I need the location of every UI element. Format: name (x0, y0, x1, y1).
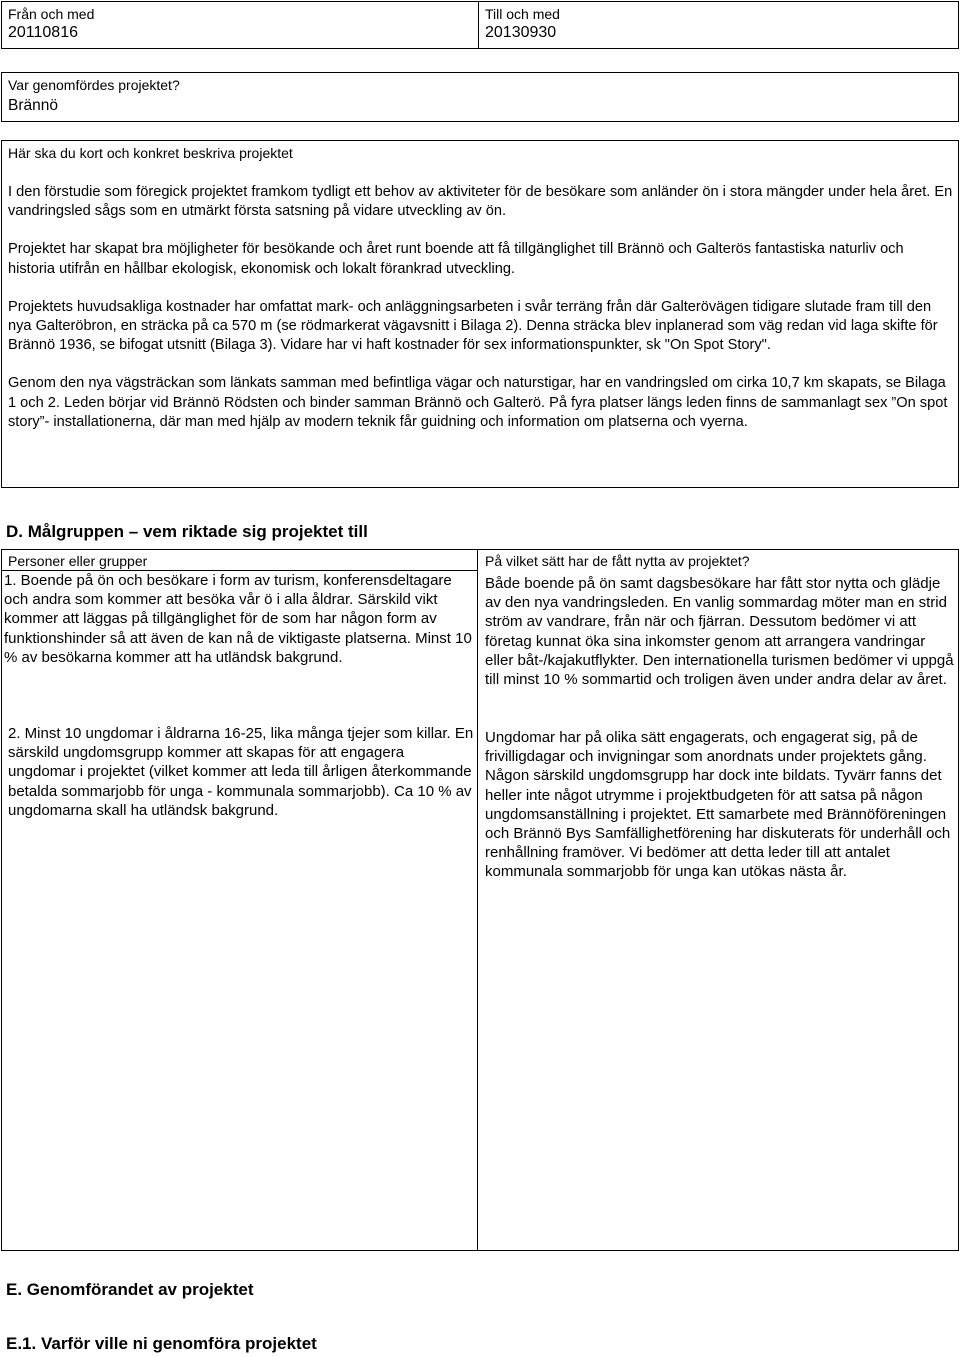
location-box (1, 72, 959, 122)
group-cell: 2. Minst 10 ungdomar i åldrarna 16-25, lika många tjejer som killar. En särskild ungdomsgrupp kommer att skapas för att engagera ungdomar i projektet (vilket kommer att leda till årligen återkommande betalda sommarjobb för unga - kommunala sommarjobb). Ca 10 % av ungdomarna skall ha utländsk bakgrund. (8, 725, 474, 819)
description-box (1, 140, 959, 488)
dates-divider (478, 2, 479, 48)
from-date-value: 20110816 (8, 24, 78, 41)
description-paragraph: Genom den nya vägsträckan som länkats samman med befintliga vägar och naturstigar, har en vandringsled om cirka 10,7 km skapats, se Bilaga 1 och 2. Leden börjar vid Brännö Rödsten och binder samman Brännö och Galterö. På fyra platser längs leden finns de sammanlagt sex ”On spot story”- installationerna, där man med hjälp av modern teknik får guidning och information om platserna och vyerna. (8, 375, 948, 430)
description-label: Här ska du kort och konkret beskriva projektet (8, 145, 293, 161)
col-benefit-header: På vilket sätt har de fått nytta av projektet? (485, 553, 750, 569)
benefit-cell: Ungdomar har på olika sätt engagerats, och engagerat sig, på de frivilligdagar och invigningar som anordnats under projektets gång. Någon särskild ungdomsgrupp har dock inte bildats. Tyvärr fanns det heller inte något utrymme i projektbudgeten för att satsa på någon ungdomsanställning i projektet. Ett samarbete med Brännöföreningen och Brännö Bys Samfällighetförening har diskuterats för underhåll och renhållning framöver. Vi bedömer att detta leder till att antalet kommunala sommarjobb för unga kan utökas nästa år. (485, 729, 951, 881)
description-text (8, 183, 954, 432)
description-paragraph: I den förstudie som föregick projektet framkom tydligt ett behov av aktiviteter för de besökare som anländer ön i stora mängder under hela året. En vandringsled sågs som en utmärkt första satsning på vidare utveckling av ön. (8, 184, 953, 220)
section-e-heading: E. Genomförandet av projektet (6, 1280, 254, 1299)
col-groups-header: Personer eller grupper (8, 553, 148, 569)
section-e1-heading: E.1. Varför ville ni genomföra projektet (6, 1334, 317, 1353)
to-date-label: Till och med (485, 6, 560, 22)
description-paragraph: Projektets huvudsakliga kostnader har omfattat mark- och anläggningsarbeten i svår terräng från där Galterövägen tidigare slutade fram till den nya Galteröbron, en sträcka på ca 570 m (se rödmarkerat vägavsnitt i Bilaga 2). Denna sträcka blev inplanerad som väg redan vid laga skifte för Brännö 1936, se bifogat utsnitt (Bilaga 3). Vidare har vi haft kostnader för sex informationspunkter, sk "On Spot Story". (8, 298, 938, 354)
section-d-heading: D. Målgruppen – vem riktade sig projektet till (6, 522, 368, 541)
description-paragraph: Projektet har skapat bra möjligheter för besökande och året runt boende att få tillgänglighet till Brännö och Galterös fantastiska naturliv och historia utifrån en hållbar ekologisk, ekonomisk och lokalt förankrad utveckling. (8, 241, 904, 277)
location-label: Var genomfördes projektet? (8, 77, 180, 93)
to-date-value: 20130930 (485, 24, 557, 41)
target-group-table (1, 549, 959, 1251)
from-date-label: Från och med (8, 6, 95, 22)
group-cell: 1. Boende på ön och besökare i form av turism, konferensdeltagare och andra som kommer att besöka vår ö i alla åldrar. Särskild vikt kommer att läggas på tillgänglighet för de som har någon form av funktionshinder så att även de kan nå de viktigaste platserna. Minst 10 % av besökarna kommer att ha utländsk bakgrund. (4, 572, 472, 666)
dates-box (1, 1, 959, 49)
benefit-cell: Både boende på ön samt dagsbesökare har fått stor nytta och glädje av den nya vandringsleden. En vanlig sommardag möter man en strid ström av vandrare, från när och fjärran. Dessutom bedömer vi att företag kunnat öka sina inkomster genom att arrangera vandringar eller båt-/kajakutflykter. Den internationella turismen bedömer vi uppgå till minst 10 % sommartid och troligen även under andra delar av året. (485, 575, 954, 689)
location-value: Brännö (8, 97, 58, 114)
